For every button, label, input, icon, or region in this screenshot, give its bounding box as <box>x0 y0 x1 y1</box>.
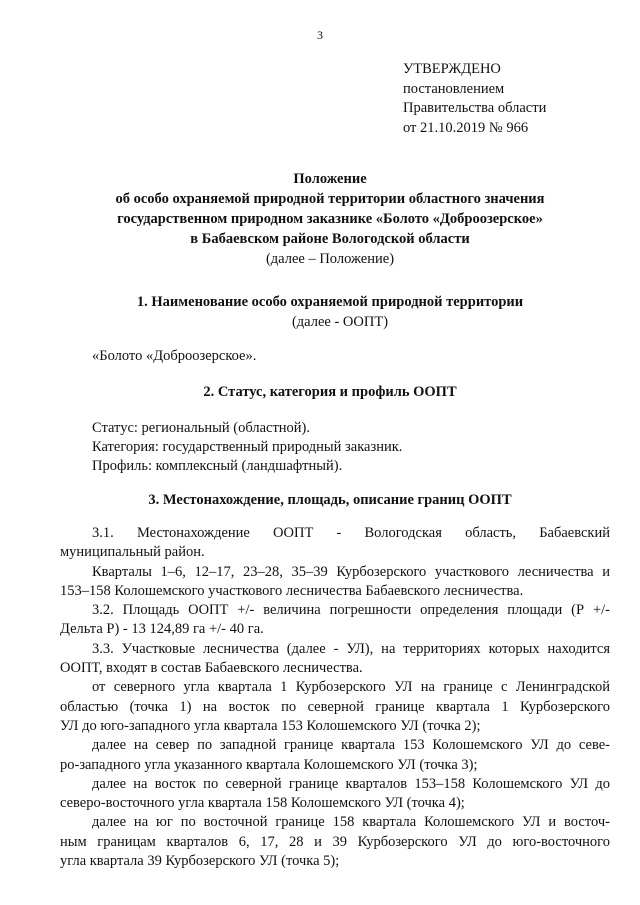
text-line: от северного угла квартала 1 Курбозерского УЛ на границе с Ленинградской <box>92 679 610 696</box>
page-number: 3 <box>317 28 323 42</box>
approval-stamp <box>403 60 546 138</box>
text-line: УЛ до юго-западного угла квартала 153 Колошемского УЛ (точка 2); <box>60 717 481 734</box>
approval-line: постановлением <box>403 80 505 97</box>
text-line: ро-западного угла указанного квартала Колошемского УЛ (точка 3); <box>60 756 478 773</box>
text-line: муниципальный район. <box>60 544 205 561</box>
section-3-heading: 3. Местонахождение, площадь, описание границ ООПТ <box>148 492 512 508</box>
section-1-heading: 1. Наименование особо охраняемой природной территории <box>136 294 524 310</box>
title-line: об особо охраняемой природной территории областного значения <box>115 191 545 207</box>
title-line: в Бабаевском районе Вологодской области <box>190 231 470 247</box>
text-line: ным границам кварталов 6, 17, 28 и 39 Курбозерского УЛ до юго-восточного <box>60 833 610 850</box>
approval-line: Правительства области <box>403 100 547 116</box>
text-line: ООПТ, входят в состав Бабаевского лесничества. <box>60 660 363 677</box>
text-line: Кварталы 1–6, 12–17, 23–28, 35–39 Курбозерского участкового лесничества и <box>92 563 610 580</box>
text-line: Дельта Р) - 13 124,89 га +/- 40 га. <box>60 621 264 638</box>
text-line: далее на север по западной границе квартала 153 Колошемского УЛ до севе- <box>92 737 610 754</box>
category-line: Категория: государственный природный заказник. <box>92 439 403 455</box>
text-line: 153–158 Колошемского участкового лесничества Бабаевского лесничества. <box>60 582 524 599</box>
oopt-name: «Болото «Доброозерское». <box>92 348 257 364</box>
profile-line: Профиль: комплексный (ландшафтный). <box>92 458 343 474</box>
title-note: (далее – Положение) <box>265 251 395 267</box>
text-line: 3.2. Площадь ООПТ +/- величина погрешности определения площади (Р +/- <box>92 602 610 619</box>
status-line: Статус: региональный (областной). <box>92 420 311 436</box>
title-line: Положение <box>293 171 367 187</box>
title-line: государственном природном заказнике «Болото «Доброозерское» <box>117 211 543 227</box>
section-2-heading: 2. Статус, категория и профиль ООПТ <box>203 384 457 400</box>
text-line: далее на восток по северной границе кварталов 153–158 Колошемского УЛ до <box>92 775 610 792</box>
text-line: северо-восточного угла квартала 158 Колошемского УЛ (точка 4); <box>60 795 465 812</box>
text-line: угла квартала 39 Курбозерского УЛ (точка 5); <box>60 853 340 870</box>
approval-line: УТВЕРЖДЕНО <box>403 61 501 77</box>
text-line: 3.1. Местонахождение ООПТ - Вологодская область, Бабаевский <box>92 525 610 541</box>
paragraph-3-1 <box>60 524 610 871</box>
document-title <box>60 169 600 269</box>
text-line: далее на юг по восточной границе 158 квартала Колошемского УЛ и восточ- <box>92 814 610 831</box>
section-1-subheading: (далее - ООПТ) <box>291 314 389 330</box>
approval-line: от 21.10.2019 № 966 <box>403 119 529 136</box>
text-line: 3.3. Участковые лесничества (далее - УЛ), на территориях которых находится <box>92 640 610 657</box>
text-line: областью (точка 1) на восток по северной границе квартала 1 Курбозерского <box>60 698 610 715</box>
